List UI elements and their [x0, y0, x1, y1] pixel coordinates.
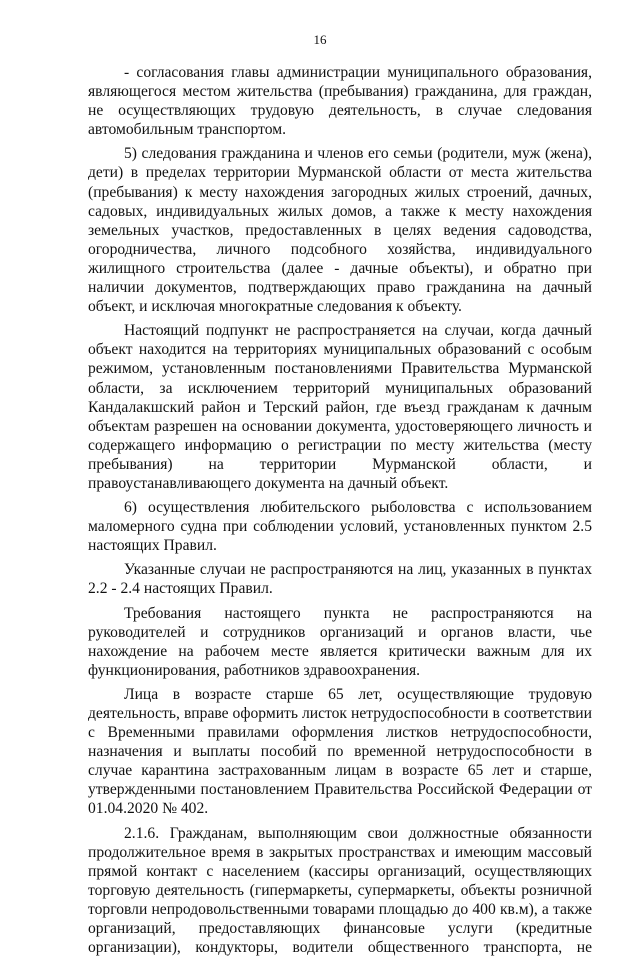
document-body [88, 63, 592, 962]
page-number: 16 [313, 32, 327, 47]
paragraph-item-5: 5) следования гражданина и членов его семьи (родители, муж (жена), дети) в пределах территории Мурманской области от места жительства (пребывания) к месту нахождения загородных жилых строений, дачных, садовых, индивидуальных жилых домов, а также к месту нахождения земельных участков, предоставленных в целях ведения садоводства, огородничества, личного подсобного хозяйства, индивидуального жилищного строительства (далее - дачные объекты), и обратно при наличии документов, подтверждающих право гражданина на дачный объект, и исключая многократные следования к объекту. [88, 145, 592, 316]
paragraph-2-1-6: 2.1.6. Гражданам, выполняющим свои должностные обязанности продолжительное время в закрытых пространствах и имеющим массовый прямой контакт с населением (кассиры организаций, осуществляющих торговую деятельность (гипермаркеты, супермаркеты, объекты розничной торговли непродовольственными товарами площадью до 400 кв.м), а также организаций, предоставляющих финансовые услуги (кредитные организации), кондукторы, водители общественного транспорта, не [88, 824, 592, 957]
paragraph-subpoint-note: Настоящий подпункт не распространяется на случаи, когда дачный объект находится на территориях муниципальных образований с особым режимом, установленным постановлениями Правительства Мурманской области, за исключением территорий муниципальных образований Кандалакшский район и Терский район, где въезд гражданам к дачным объектам разрешен на основании документа, удостоверяющего личность и содержащего информацию о регистрации по месту жительства (месту пребывания) на территории Мурманской области, и правоустанавливающего документа на дачный объект. [88, 322, 592, 492]
paragraph-item-6: 6) осуществления любительского рыболовства с использованием маломерного судна при соблюдении условий, установленных пунктом 2.5 настоящих Правил. [88, 499, 592, 555]
paragraph-age-65: Лица в возрасте старше 65 лет, осуществляющие трудовую деятельность, вправе оформить листок нетрудоспособности в соответствии с Временными правилами оформления листков нетрудоспособности, назначения и выплаты пособий по временной нетрудоспособности в случае карантина застрахованным лицам в возрасте 65 лет и старше, утвержденными постановлением Правительства Российской Федерации от 01.04.2020 № 402. [88, 685, 592, 818]
paragraph-requirements: Требования настоящего пункта не распространяются на руководителей и сотрудников организаций и органов власти, чье нахождение на рабочем месте является критически важным для их функционирования, работников здравоохранения. [88, 604, 592, 679]
paragraph-dash-item: - согласования главы администрации муниципального образования, являющегося местом жительства (пребывания) гражданина, для граждан, не осуществляющих трудовую деятельность, в случае следования автомобильным транспортом. [88, 64, 592, 139]
paragraph-exceptions: Указанные случаи не распространяются на лиц, указанных в пунктах 2.2 - 2.4 настоящих Правил. [88, 561, 592, 598]
